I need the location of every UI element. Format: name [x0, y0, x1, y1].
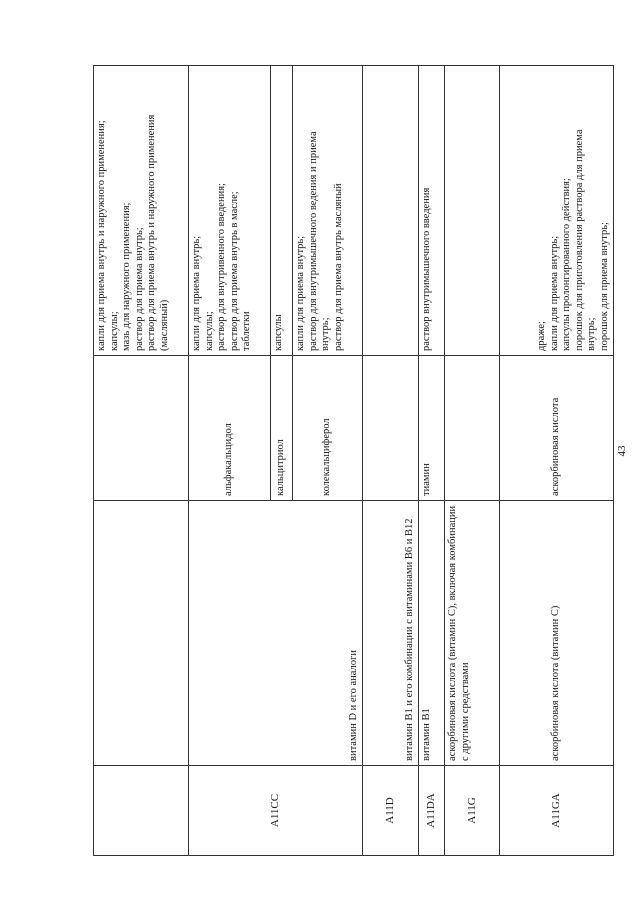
dosage-form-line: капли для приема внутрь; [295, 235, 306, 351]
dosage-form-line: порошок для приготовления раствора для приема [573, 129, 585, 351]
atc-code-cell: A11D [363, 766, 419, 856]
group-name-cell: аскорбиновая кислота (витамин C), включая комбинации с другими средствами [445, 501, 500, 766]
group-name-cell: аскорбиновая кислота (витамин C) [500, 501, 614, 766]
atc-code-cell: A11G [445, 766, 500, 856]
dosage-form-line: капсулы [273, 314, 284, 351]
dosage-form-line: раствор для приема внутрь масляный [332, 183, 344, 351]
dosage-form-line: капсулы; [203, 311, 215, 351]
table-row [94, 66, 189, 856]
drug-classification-table [93, 65, 614, 856]
inn-cell [363, 356, 419, 501]
table-row [419, 66, 445, 856]
table-row [189, 66, 271, 856]
atc-code-cell: A11GA [500, 766, 614, 856]
dosage-forms-cell [500, 66, 614, 356]
atc-code-cell: A11CC [189, 766, 363, 856]
dosage-forms-cell [363, 66, 419, 356]
inn-cell: аскорбиновая кислота [500, 356, 614, 501]
inn-cell [94, 356, 189, 501]
dosage-form-line: раствор для приема внутрь в масле; [228, 191, 240, 351]
dosage-forms-cell [445, 66, 500, 356]
page-number: 43 [616, 445, 628, 457]
group-name-cell: витамин D и его аналоги [189, 501, 363, 766]
inn-cell: колекальциферол [293, 356, 363, 501]
dosage-form-line: таблетки [241, 311, 252, 351]
dosage-forms-cell [94, 66, 189, 356]
dosage-form-line: внутрь; [586, 317, 597, 351]
dosage-form-line: драже; [536, 321, 547, 351]
dosage-form-line: раствор для внутримышечного ведения и приема [307, 131, 319, 351]
table-row [445, 66, 500, 856]
dosage-forms-cell [189, 66, 271, 356]
group-name-cell: витамин B1 [419, 501, 445, 766]
dosage-forms-cell [271, 66, 293, 356]
atc-code-cell [94, 766, 189, 856]
inn-cell: альфакальцидол [189, 356, 271, 501]
atc-code-cell: A11DA [419, 766, 445, 856]
dosage-forms-cell [293, 66, 363, 356]
dosage-form-line: мазь для наружного применения; [121, 202, 132, 351]
inn-cell: тиамин [419, 356, 445, 501]
dosage-form-line: капли для приема внутрь и наружного применения; [96, 120, 107, 351]
dosage-form-line: капсулы пролонгированного действия; [561, 178, 572, 351]
dosage-form-line: порошок для приема внутрь; [598, 222, 610, 351]
inn-cell [445, 356, 500, 501]
table-row [363, 66, 419, 856]
dosage-form-line: капсулы; [108, 311, 120, 351]
dosage-form-line: внутрь; [320, 317, 331, 351]
dosage-form-line: раствор для приема внутрь и наружного применения [146, 114, 157, 351]
rotated-table-frame [93, 66, 613, 856]
group-name-cell: витамин B1 и его комбинации с витаминами B6 и B12 [363, 501, 419, 766]
dosage-form-line: раствор для внутривенного введения; [216, 183, 227, 351]
group-name-cell [94, 501, 189, 766]
dosage-form-line: раствор для приема внутрь; [133, 227, 145, 351]
dosage-form-line: раствор внутримышечного введения [421, 187, 432, 351]
dosage-forms-cell [419, 66, 445, 356]
dosage-form-line: капли для приема внутрь; [548, 235, 560, 351]
table-row [500, 66, 614, 856]
dosage-form-line: капли для приема внутрь; [191, 235, 202, 351]
dosage-form-line: (масляный) [158, 299, 170, 351]
inn-cell: кальцитриол [271, 356, 293, 501]
